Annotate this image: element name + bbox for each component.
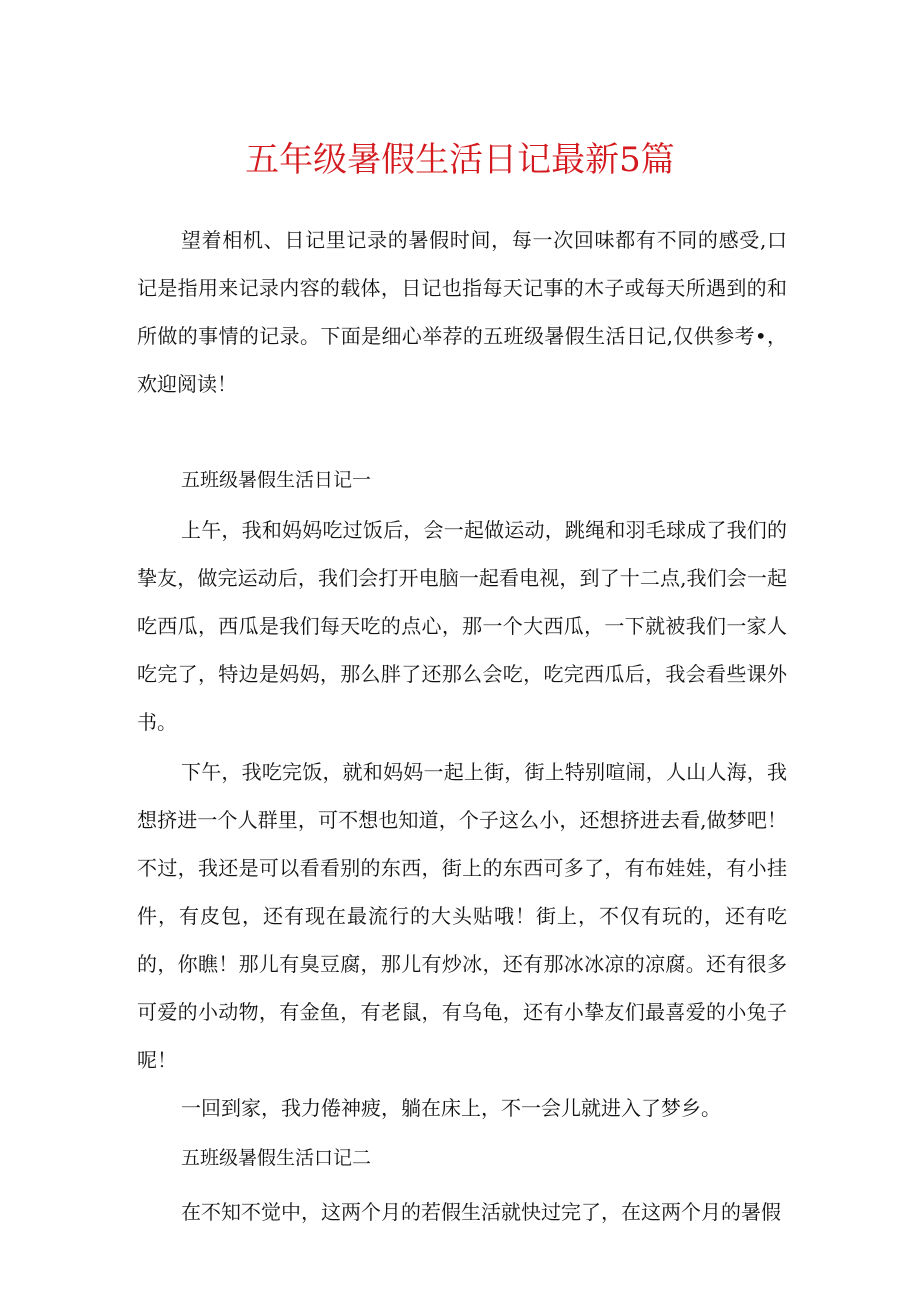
document-title: 五年级暑假生活日记最新5篇 <box>245 140 675 180</box>
section-heading-2: 五班级暑假生活口记二 <box>181 1147 372 1169</box>
intro-paragraph: 望着相机、日记里记录的暑假时间，每一次回味都有不同的感受,口记是指用来记录内容的载体，日记也指每天记事的木子或每天所遇到的和所做的事情的记录。下面是细心举荐的五班级暑假生活日记,仅供参考•，欢迎阅读！ <box>137 228 787 396</box>
document-body <box>137 216 787 1236</box>
section-heading-1: 五班级暑假生活日记一 <box>181 469 372 491</box>
section-1-paragraph-1: 上午，我和妈妈吃过饭后，会一起做运动，跳绳和羽毛球成了我们的挚友，做完运动后，我们会打开电脑一起看电视，到了十二点,我们会一起吃西瓜，西瓜是我们每天吃的点心，那一个大西瓜，一下就被我们一家人吃完了，特边是妈妈，那么胖了还那么会吃，吃完西瓜后，我会看些课外书。 <box>137 518 787 734</box>
section-1-paragraph-3: 一回到家，我力倦神疲，躺在床上，不一会儿就进入了梦乡。 <box>181 1096 721 1120</box>
section-2-paragraph-1: 在不知不觉中，这两个月的若假生活就快过完了，在这两个月的暑假 <box>181 1200 781 1224</box>
section-1-paragraph-2: 下午，我吃完饭，就和妈妈一起上街，街上特别喧闹，人山人海，我想挤进一个人群里，可不想也知道，个子这么小，还想挤进去看,做梦吧！不过，我还是可以看看别的东西，街上的东西可多了，有布娃娃，有小挂件，有皮包，还有现在最流行的大头贴哦！街上，不仅有玩的，还有吃的，你瞧！那儿有臭豆腐，那儿有炒冰，还有那冰冰凉的凉腐。还有很多可爱的小动物，有金鱼，有老鼠，有乌龟，还有小挚友们最喜爱的小兔子呢！ <box>137 760 787 1072</box>
